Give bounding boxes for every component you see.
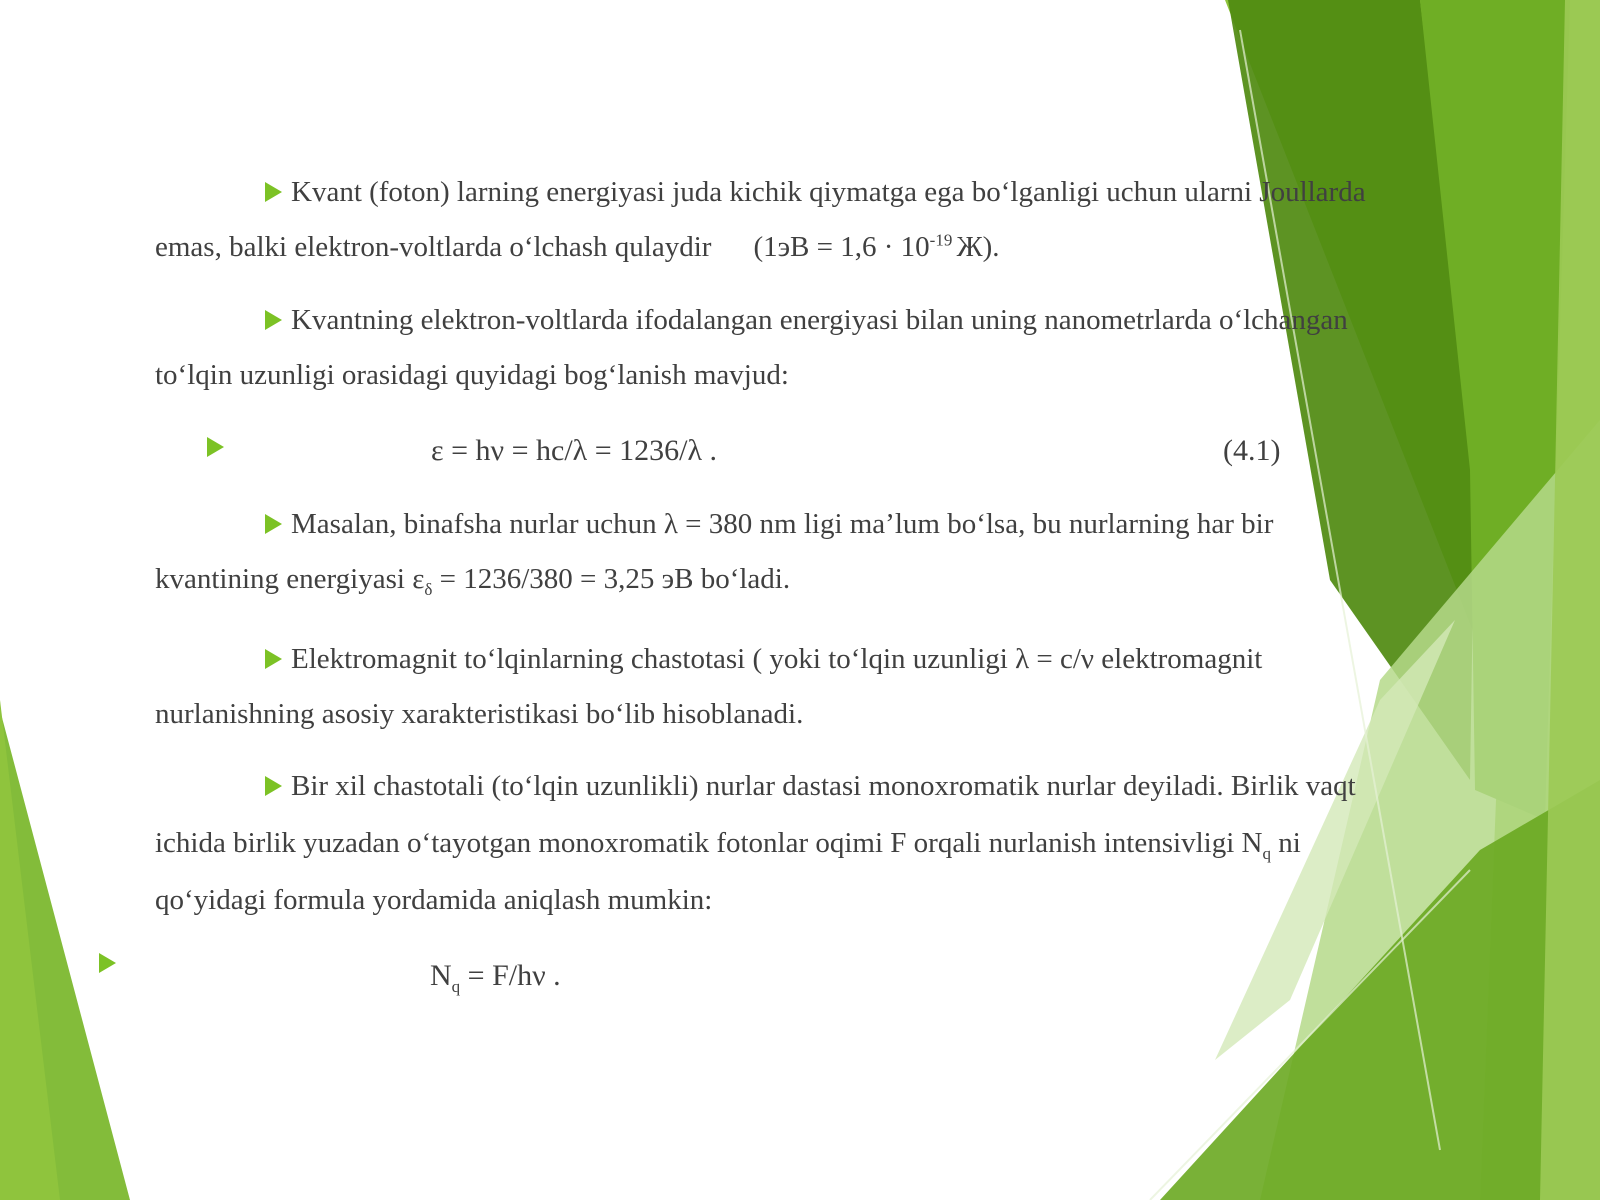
subscript-text: q	[1262, 843, 1271, 863]
paragraph-lead-text: Kvant (foton) larning energiyasi juda kichik qiymatga ega bo‘lganligi uchun ularni Joullarda	[291, 176, 1366, 208]
paragraph-first-line	[155, 497, 1500, 552]
paragraph-lead-text: Bir xil chastotali (to‘lqin uzunlikli) nurlar dastasi monoxromatik nurlar deyiladi. Birlik vaqt	[291, 770, 1356, 802]
paragraph-photon-energy-units	[155, 165, 1500, 275]
paragraph-monochromatic	[155, 758, 1500, 929]
paragraph-text: nurlanishning asosiy xarakteristikasi bo‘lib hisoblanadi.	[155, 698, 804, 730]
paragraph-first-line	[155, 758, 1500, 815]
paragraph-first-line	[155, 165, 1500, 220]
bullet-arrow-icon	[265, 182, 282, 202]
paragraph-text: ichida birlik yuzadan o‘tayotgan monoxromatik fotonlar oqimi F orqali nurlanish intensivligi N	[155, 827, 1263, 859]
formula-number: (4.1)	[1223, 434, 1281, 467]
formula-intensity	[430, 956, 561, 996]
energy-unit-text: Ж).	[956, 231, 1000, 263]
energy-conversion-text: (1эВ = 1,6 · 10	[753, 231, 930, 263]
paragraph-lead-text: Kvantning elektron-voltlarda ifodalangan energiyasi bilan uning nanometrlarda o‘lchangan	[291, 304, 1348, 336]
paragraph-lead-text: Masalan, binafsha nurlar uchun λ = 380 nm ligi ma’lum bo‘lsa, bu nurlarning har bir	[291, 508, 1274, 540]
paragraph-text: to‘lqin uzunligi orasidagi quyidagi bog‘lanish mavjud:	[155, 359, 789, 391]
subscript-text: δ	[424, 579, 433, 599]
paragraph-energy-wavelength-relation	[155, 293, 1500, 403]
bullet-arrow-icon	[265, 310, 282, 330]
paragraph-first-line	[155, 632, 1500, 687]
formula-lhs: N	[430, 959, 452, 992]
subscript-text: q	[451, 977, 461, 996]
paragraph-lead-text: Elektromagnit to‘lqinlarning chastotasi ( yoki to‘lqin uzunligi λ = c/ν elektromagnit	[291, 643, 1263, 675]
exponent-text: -19	[929, 230, 957, 250]
paragraph-text: kvantining energiyasi ε	[155, 563, 425, 595]
paragraph-first-line	[155, 293, 1500, 348]
bullet-arrow-icon	[265, 514, 282, 534]
paragraph-text: emas, balki elektron-voltlarda o‘lchash qulaydir	[155, 231, 712, 263]
formula-energy: ε = hν = hc/λ = 1236/λ .	[431, 434, 717, 467]
paragraph-violet-example	[155, 497, 1500, 607]
paragraph-frequency	[155, 632, 1500, 742]
paragraph-text: qo‘yidagi formula yordamida aniqlash mumkin:	[155, 884, 713, 916]
bullet-arrow-icon	[265, 649, 282, 669]
paragraph-text: ni	[1270, 827, 1301, 859]
bullet-arrow-icon	[99, 953, 116, 973]
bullet-arrow-icon	[207, 437, 224, 457]
formula-rhs: = F/hν .	[460, 959, 561, 992]
bullet-arrow-icon	[265, 776, 282, 796]
paragraph-text: = 1236/380 = 3,25 эВ bo‘ladi.	[432, 563, 791, 595]
slide-content	[155, 0, 1500, 1200]
